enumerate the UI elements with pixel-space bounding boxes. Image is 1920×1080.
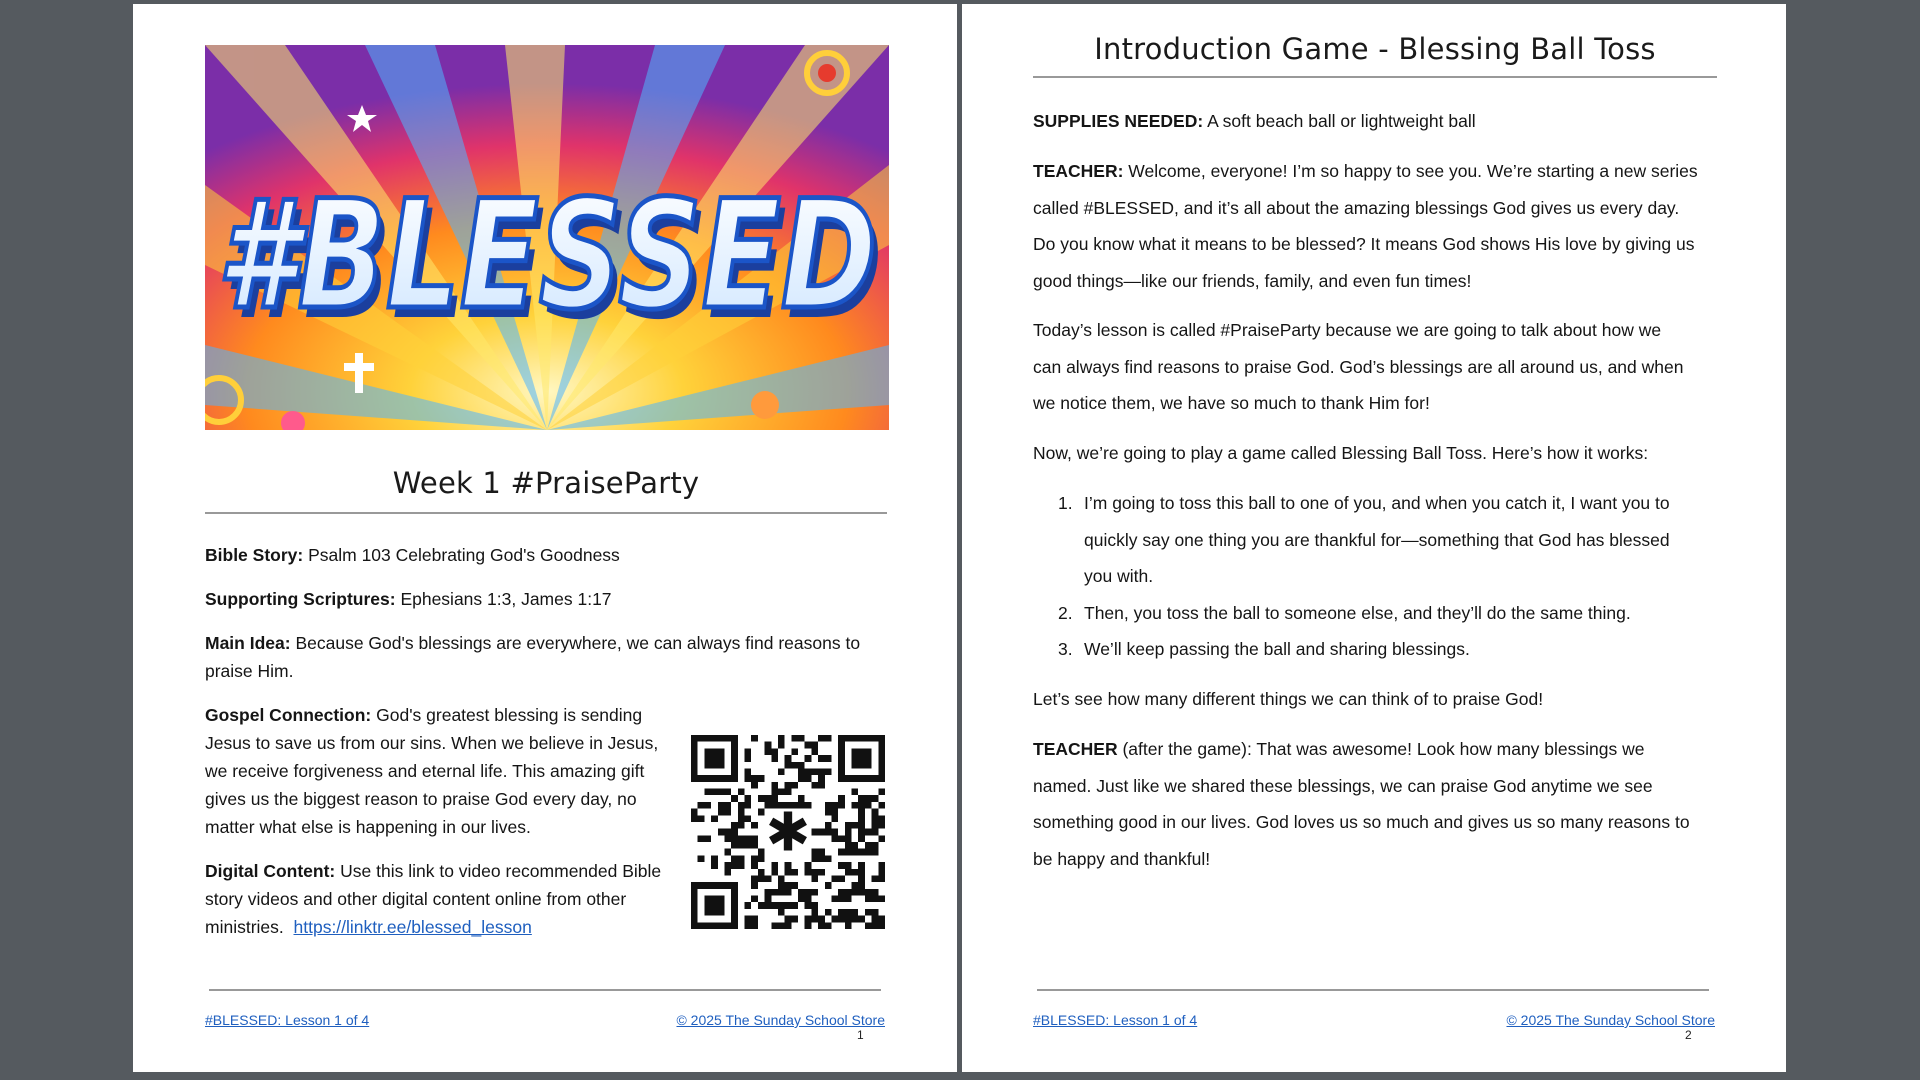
digital-content-label: Digital Content: <box>205 861 336 881</box>
step-line: quickly say one thing you are thankful for—something that God has blessed <box>1084 529 1670 550</box>
teacher-line: Welcome, everyone! I’m so happy to see you. We’re starting a new series <box>1128 161 1698 181</box>
bible-story-value: Psalm 103 Celebrating God's Goodness <box>308 545 620 565</box>
linktree-link[interactable]: https://linktr.ee/blessed_lesson <box>293 917 532 937</box>
page-title: Week 1 #PraiseParty <box>392 466 700 500</box>
footer-copyright-link[interactable]: © 2025 The Sunday School Store <box>676 1012 885 1028</box>
step-number: 3. <box>1058 639 1073 659</box>
step-number: 2. <box>1058 602 1073 623</box>
footer-copyright-link[interactable]: © 2025 The Sunday School Store <box>1506 1012 1715 1028</box>
gospel-line: matter what else is happening in our lives. <box>205 817 531 837</box>
step-line: you with. <box>1084 566 1154 586</box>
qr-code[interactable] <box>691 735 885 929</box>
today-lesson-paragraph <box>1033 312 1723 422</box>
footer-lesson-link[interactable]: #BLESSED: Lesson 1 of 4 <box>205 1012 370 1028</box>
supporting-scriptures-value: Ephesians 1:3, James 1:17 <box>400 589 612 609</box>
supplies-line <box>1033 103 1723 140</box>
supplies-label: SUPPLIES NEEDED: <box>1033 111 1204 131</box>
teacher-line: named. Just like we shared these blessings, we can praise God anytime we see <box>1033 775 1653 796</box>
step-2 <box>1058 595 1723 632</box>
digital-line: Use this link to video recommended Bible <box>340 861 662 881</box>
footer-divider <box>209 989 881 991</box>
teacher-line: Do you know what it means to be blessed? It means God shows His love by giving us <box>1033 234 1695 254</box>
game-intro-line: Now, we’re going to play a game called Blessing Ball Toss. Here’s how it works: <box>1033 443 1649 463</box>
bible-story-line <box>205 541 895 569</box>
teacher-line: called #BLESSED, and it’s all about the amazing blessings God gives us every day. <box>1033 197 1680 218</box>
blessed-banner-image <box>205 45 889 430</box>
gospel-connection-paragraph <box>205 701 685 841</box>
teacher-line: be happy and thankful! <box>1033 848 1211 869</box>
digital-content-paragraph <box>205 857 685 941</box>
teacher-after-game-paragraph <box>1033 731 1723 877</box>
gospel-connection-label: Gospel Connection: <box>205 705 372 725</box>
title-divider <box>1033 76 1717 78</box>
footer-divider <box>1037 989 1709 991</box>
teacher-line: something good in our lives. God loves us so much and gives us so many reasons to <box>1033 812 1690 832</box>
svg-text:#BLESSED: #BLESSED <box>223 179 883 353</box>
gospel-line: Jesus to save us from our sins. When we believe in Jesus, <box>205 733 659 753</box>
teacher-line: (after the game): That was awesome! Look how many blessings we <box>1122 739 1645 759</box>
document-page-2 <box>962 4 1786 1072</box>
teacher-label: TEACHER <box>1033 739 1118 759</box>
supporting-scriptures-line <box>205 585 895 613</box>
step-number: 1. <box>1058 493 1073 513</box>
page-title: Introduction Game - Blessing Ball Toss <box>1094 32 1656 66</box>
step-line: We’ll keep passing the ball and sharing blessings. <box>1084 639 1470 659</box>
svg-text:✱: ✱ <box>765 800 811 864</box>
hero-title-text: #BLESSED <box>217 169 877 343</box>
step-1 <box>1058 485 1723 595</box>
supporting-scriptures-label: Supporting Scriptures: <box>205 589 396 609</box>
bible-story-label: Bible Story: <box>205 545 304 565</box>
main-idea-paragraph <box>205 629 895 685</box>
today-line: can always find reasons to praise God. God’s blessings are all around us, and when <box>1033 356 1684 377</box>
teacher-label: TEACHER: <box>1033 161 1124 181</box>
digital-line: story videos and other digital content online from other <box>205 889 627 909</box>
document-page-1 <box>133 4 957 1072</box>
step-line: I’m going to toss this ball to one of you, and when you catch it, I want you to <box>1084 493 1670 513</box>
gospel-line: God's greatest blessing is sending <box>376 705 643 725</box>
main-idea-label: Main Idea: <box>205 633 291 653</box>
main-idea-value: Because God's blessings are everywhere, we can always find reasons to praise Him. <box>205 633 861 681</box>
page-number: 2 <box>1685 1028 1692 1042</box>
footer-lesson-link[interactable]: #BLESSED: Lesson 1 of 4 <box>1033 1012 1198 1028</box>
supplies-value: A soft beach ball or lightweight ball <box>1207 111 1476 131</box>
lets-see-line: Let’s see how many different things we can think of to praise God! <box>1033 689 1544 709</box>
step-line: Then, you toss the ball to someone else, and they’ll do the same thing. <box>1084 602 1631 623</box>
teacher-line: good things—like our friends, family, and even fun times! <box>1033 270 1472 291</box>
gospel-line: gives us the biggest reason to praise God every day, no <box>205 789 637 809</box>
today-line: Today’s lesson is called #PraiseParty because we are going to talk about how we <box>1033 320 1662 340</box>
digital-line: ministries. <box>205 917 284 937</box>
gospel-line: we receive forgiveness and eternal life. This amazing gift <box>205 761 645 781</box>
teacher-intro-paragraph <box>1033 153 1723 299</box>
title-divider <box>205 512 887 514</box>
today-line: we notice them, we have so much to thank Him for! <box>1033 393 1430 413</box>
page-number: 1 <box>857 1028 864 1042</box>
step-3 <box>1058 631 1723 668</box>
game-steps-list <box>1058 485 1723 668</box>
